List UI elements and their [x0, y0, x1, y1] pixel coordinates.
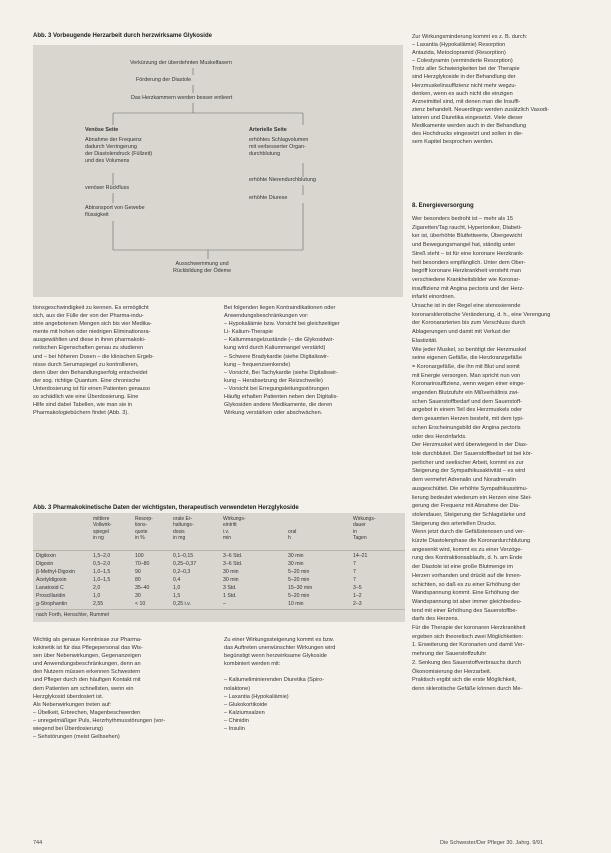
table-cell: 80 — [135, 577, 141, 583]
table-cell: 70–80 — [135, 561, 150, 567]
diagram-left-item-2: venöser Rückfluss — [85, 185, 130, 191]
table-cell: 1 Std. — [223, 593, 237, 599]
table-cell: 0,5–2,0 — [93, 561, 111, 567]
table-cell: Proscillaridin — [36, 593, 66, 599]
table-cell: 0,4 — [173, 577, 181, 583]
table-cell: 35–40 — [135, 585, 150, 591]
table-cell: 1,0–1,5 — [93, 569, 111, 575]
table-cell: 3–6 Std. — [223, 553, 243, 559]
table-cell: 0,2–0,3 — [173, 569, 191, 575]
journal-footer: Die Schwester/Der Pfleger 30. Jahrg. 9/91 — [440, 840, 544, 846]
table-cell: 7 — [353, 569, 356, 575]
page-number: 744 — [33, 840, 43, 846]
table-cell: 30 min — [223, 569, 239, 575]
table-cell: 3–5 — [353, 585, 362, 591]
diagram-node-top-3: Das Herzkammern werden besser entleert — [131, 95, 233, 101]
table-cell: 14–21 — [353, 553, 368, 559]
diagram-left-item-1: Abnahme der Frequenz dadurch Verringerung der Diastolendruck (Füllzeit) und des Volumens — [85, 137, 153, 164]
diagram-right-item-2: erhöhte Nierendurchblutung — [249, 177, 316, 183]
table-cell: g-Strophantin — [36, 601, 68, 607]
diagram-right-item-1: erhöhtes Schlagvolumen mit verbesserter Organ- durchblutung — [249, 137, 309, 157]
diagram-bottom-node: Ausschwemmung und Rückbildung der Ödeme — [173, 261, 232, 274]
table-cell: Lanatosid C — [36, 585, 64, 591]
pharmacokinetics-table — [33, 513, 405, 622]
table-cell: 1,0–1,5 — [93, 577, 111, 583]
table-header-col1: mittlere Vollwirk- spiegel in ng — [93, 516, 112, 541]
diagram-connectors — [33, 45, 403, 297]
table-cell: Digoxin — [36, 561, 54, 567]
text-col-left-bottom: Wichtig als genaue Kenntnisse zur Pharma- kokinetik ist für das Pflegepersonal das Wis- sen über Nebenwirkungen, Gegenanzeigen und Anwendungsbeschränkungen, denn an den Nutzern müssen erkennen Schwestern und Pfleger durch den häufigen Kontakt mit dem Patienten am schnellsten, wenn ein Herzglykosid überdosiert ist. Als Nebenwirkungen treten auf: – Übelkeit, Erbrechen, Magenbeschwerden – unregelmäßiger Puls, Herzrhythmusstörungen (vor- wiegend bei Überdosierung) – Sehstörungen (meist Gelbsehen) — [33, 637, 166, 741]
table-cell: 2,55 — [93, 601, 104, 607]
table-cell: Acetyldigoxin — [36, 577, 67, 583]
table-cell: 0,25–0,37 — [173, 561, 197, 567]
text-col-right-main: Wer besonders bedroht ist – mehr als 15 Zigaretten/Tag raucht, Hypertoniker, Diabeti- ker ist, überhöhte Blutfettwerte, Übergewicht und Bewegungsmangel hat, ständig unter Streß steht – ist für eine koronare Herzkrank- heit besonders empfänglich. Unter dem Ober- begriff koronare Herzkrankheit versteht man verschiedene Krankheitsbilder wie Koronar- insuffizienz mit Angina pectoris und der Herz- infarkt einordnen. Ursache ist in der Regel eine stenosierende koronarsklerotische Veränderung, d. h., eine Verengung der Koronararterien bis zum Verschluss durch Ablagerungen und damit mit Verlust der Elastizität. Wie jeder Muskel, so benötigt der Herzmuskel seine eigenen Gefäße, die Herzkranzgefäße = Koronargefäße, die ihn mit Blut und somit mit Energie versorgen. Man spricht nun von Koronarinsuffizienz, wenn wegen einer einge- engenden Blutzufuhr ein Mißverhältnis zwi- schen Sauerstoffbedarf und dem Sauerstoff- angebot in einem Teil des Herzmuskels oder dem gesamten Herzen besteht, mit dem typi- schen Erscheinungsbild der Angina pectoris oder des Herzinfarkts. Der Herzmuskel wird überwiegend in der Dias- tole durchblutet. Der Sauerstoffbedarf ist bei kör- perlicher und seelischer Arbeit, kommt es zur Steigerung der Sympathikusaktivität – es wird dem vermehrt Adrenalin und Noradrenalin ausgeschüttet. Die erhöhte Sympathikusstimu- lierung bedeutet wiederum ein Herzen eine Stei- gerung der Frequenz mit Abnahme der Dia- stolendauer, Steigerung der Schlagstärke und Steigerung des arteriellen Drucks. Wenn jetzt durch die Gefäßstenosen und ver- kürzte Diastolenphase die Koronardurchblutung angesenkt wird, kommt es zu einer Verzöge- rung des Kontraktionsablaufs, d. h. am Ende der Diastole ist eine große Blutmenge im Herzen vorhanden und drückt auf die Innen- schichten, so daß es zu einer Erhöhung der Wandspannung kommt. Eine Erhöhung der Wandspannung ist aber immer gleichbedeu- tend mit einer Erhöhung des Sauerstoffbe- darfs des Herzens. Für die Therapie der koronaren Herzkrankheit ergeben sich theoretisch zwei Möglichkeiten: 1. Erweiterung der Koronarien und damit Ver- mehrung der Sauerstoffzufuhr 2. Senkung des Sauerstoffverbrauchs durch Ökonomisierung der Herzarbeit. Praktisch ergibt sich die erste Möglichkeit, denn sklerotische Gefäße können durch Me- — [412, 216, 551, 692]
table-cell: Digitoxin — [36, 553, 56, 559]
table-cell: < 10 — [135, 601, 146, 607]
table-cell: 30 min — [288, 561, 304, 567]
diagram-right-heading: Arterielle Seite — [249, 127, 287, 133]
table-cell: 7 — [353, 577, 356, 583]
table-cell: 0,1–0,15 — [173, 553, 194, 559]
table-cell: 30 — [135, 593, 141, 599]
table-cell: 5–20 min — [288, 577, 310, 583]
table-cell: 2–3 — [353, 601, 362, 607]
table-cell: 0,25 i.v. — [173, 601, 191, 607]
table-cell: 30 min — [288, 553, 304, 559]
table-cell: 30 min — [223, 577, 239, 583]
table-cell: 1,0 — [173, 585, 181, 591]
table-cell: 3–6 Std. — [223, 561, 243, 567]
table-cell: 3 Std. — [223, 585, 237, 591]
text-col-left-mid: tionsgeschwindigkeit zu kennen. Es ermöglicht sich, aus der Fülle der von der Pharma-indu- strie angebotenen Mengen sich bis vier Medika- mente mit hohen oder niedrigen Eliminationsra- ausgewählten und diese in ihren pharmakoki- netischen Eigenschaften genau zu studieren und – bei höheren Dosen – die klinischen Ergeb- nisse durch Serumspiegel zu kontrollieren, denn über den Behandlungserfolg entscheidet der sog. richtige Quantum. Eine chronische Unterdosierung ist für einen Patienten genauso so schädlich wie eine Überdosierung. Eine Hilfe sind dabei Tabellen, wie man sie in Pharmakologiebüchern findet (Abb. 3). — [33, 305, 154, 417]
diagram-left-heading: Venöse Seite — [85, 127, 119, 133]
diagram-node-top-1: Verkürzung der überdehnten Muskelfasern — [130, 60, 232, 66]
table-cell: 10 min — [288, 601, 304, 607]
table-cell: – — [223, 601, 226, 607]
text-col-right-top: Zur Wirkungsminderung kommt es z. B. durch: – Laxantia (Hypokaliämie) Resorption Antazida, Metoclopramid (Resorption) – Colestyramin (verminderte Resorption) Trotz aller Schwierigkeiten bei der Therapie sind Herzglykoside in der Behandlung der Herzmuskelinsuffizienz nicht mehr wegzu- denken, wenn es auch nicht die einzigen Arzneimittel sind, mit denen man die Insuffi- zienz behandelt. Neuerdings werden zusätzlich Vasodi- latoren und Diuretika eingesetzt. Viele dieser Medikamente werden auch in der Behandlung des Hochdrucks eingesetzt und sollen in die- sem Kapitel besprochen werden. — [412, 34, 550, 146]
table-cell: 1–2 — [353, 593, 362, 599]
flow-diagram — [33, 45, 403, 297]
table-header-col5: oral h — [288, 528, 297, 541]
table-caption: Abb. 3 Pharmakokinetische Daten der wichtigsten, therapeutisch verwendeten Herzglykoside — [33, 505, 299, 511]
table-cell: 2,0 — [93, 585, 101, 591]
table-cell: 1,5–2,0 — [93, 553, 111, 559]
table-header-col3: orale Er- haltungs- dosis in mg — [173, 516, 194, 541]
figure-caption: Abb. 3 Vorbeugende Herzarbeit durch herzwirksame Glykoside — [33, 33, 212, 39]
table-cell: 7 — [353, 561, 356, 567]
table-header-col6: Wirkungs- dauer in Tagen — [353, 516, 376, 541]
table-source: nach Forth, Henschler, Rummel — [36, 612, 109, 618]
table-cell: 15–30 min — [288, 585, 313, 591]
table-cell: 90 — [135, 569, 141, 575]
table-header-col2: Resorp- tions- quote in % — [135, 516, 153, 541]
table-cell: 5–20 min — [288, 593, 310, 599]
section-heading: 8. Energieversorgung — [412, 203, 474, 209]
table-cell: 100 — [135, 553, 144, 559]
table-header-col4: Wirkungs- eintritt i.v. min — [223, 516, 246, 541]
text-col-mid-bottom: Zu einer Wirkungssteigerung kommt es bzw. das Auftreten unerwünschter Wirkungen wird begünstigt wenn herzwirksame Glykoside kombiniert werden mit: – Kaliumeliminierenden Diuretika (Spiro- nolaktone) – Laxantia (Hypokaliämie) – Glukokortikoide – Kalziumsalzen – Chinidin – Insulin — [224, 637, 336, 733]
table-cell: 1,0 — [93, 593, 101, 599]
diagram-right-item-3: erhöhte Diurese — [249, 195, 288, 201]
diagram-node-top-2: Förderung der Diastole — [136, 77, 192, 83]
table-cell: 5–20 min — [288, 569, 310, 575]
text-col-mid-mid: Bei folgenden liegen Kontraindikationen oder Anwendungsbeschränkungen vor: – Hypokaliämie bzw. Vorsicht bei gleichzeitiger Li- Kalium-Therapie – Kaliummangelzustände (– die Glykosidwir- kung wird durch Kaliummangel verstärkt) – Schwere Bradykardie (siehe Digitaliswir- kung – frequenzsenkende) – Vorsicht, Bei Tachykardie (siehe Digitaliswir- kung – Herabsetzung der Reizschwelle) – Vorsicht bei Erregungsleitungsstörungen Häufig erhalten Patienten neben den Digitalis- Glykosiden andere Medikamente, die deren Wirkung verstärken oder abschwächen. — [224, 305, 340, 417]
table-cell: 1,5 — [173, 593, 181, 599]
table-cell: β-Methyl-Digoxin — [36, 569, 76, 575]
diagram-left-item-3: Abtransport von Gewebe flüssigkeit — [85, 205, 145, 218]
